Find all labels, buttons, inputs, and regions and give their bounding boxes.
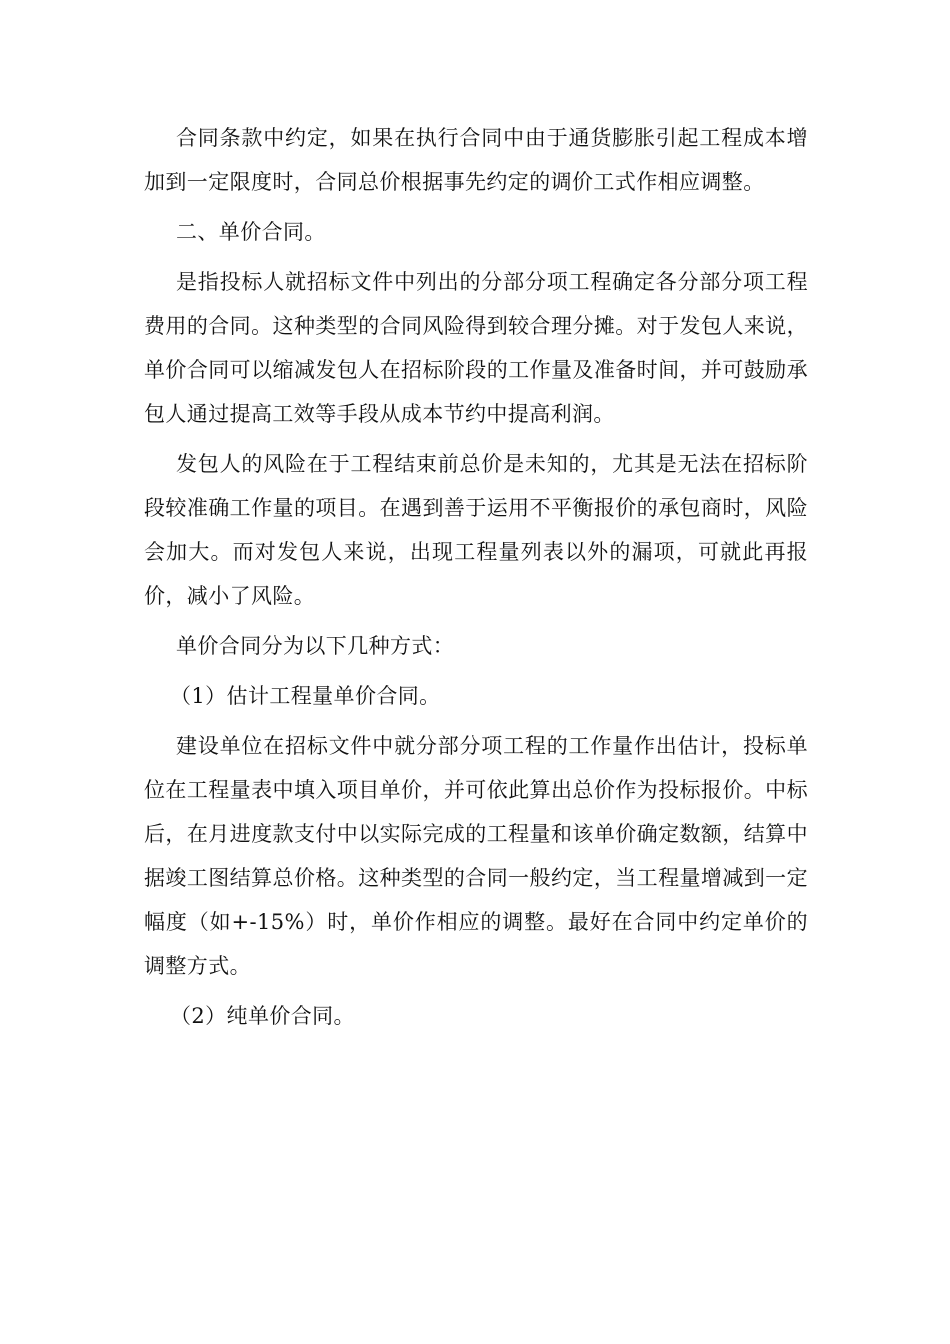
document-body: [144, 116, 808, 1038]
paragraph-estimated-quantity-details: 建设单位在招标文件中就分部分项工程的工作量作出估计，投标单位在工程量表中填入项目单价，并可依此算出总价作为投标报价。中标后，在月进度款支付中以实际完成的工程量和该单价确定数额，结算中据竣工图结算总价格。这种类型的合同一般约定，当工程量增减到一定幅度（如+-15%）时，单价作相应的调整。最好在合同中约定单价的调整方式。: [144, 734, 808, 978]
item-heading-pure-unit-price: （2）纯单价合同。: [170, 1004, 355, 1028]
item-heading-estimated-quantity: （1）估计工程量单价合同。: [170, 684, 441, 708]
paragraph-price-adjustment: 合同条款中约定，如果在执行合同中由于通货膨胀引起工程成本增加到一定限度时，合同总价根据事先约定的调价工式作相应调整。: [144, 126, 808, 194]
paragraph-employer-risk: 发包人的风险在于工程结束前总价是未知的，尤其是无法在招标阶段较准确工作量的项目。在遇到善于运用不平衡报价的承包商时，风险会加大。而对发包人来说，出现工程量列表以外的漏项，可就此再报价，减小了风险。: [144, 452, 808, 608]
section-heading-unit-price-contract: 二、单价合同。: [176, 220, 326, 244]
paragraph-unit-price-definition: 是指投标人就招标文件中列出的分部分项工程确定各分部分项工程费用的合同。这种类型的合同风险得到较合理分摊。对于发包人来说，单价合同可以缩减发包人在招标阶段的工作量及准备时间，并可鼓励承包人通过提高工效等手段从成本节约中提高利润。: [144, 270, 808, 426]
paragraph-contract-types-intro: 单价合同分为以下几种方式：: [176, 634, 455, 658]
